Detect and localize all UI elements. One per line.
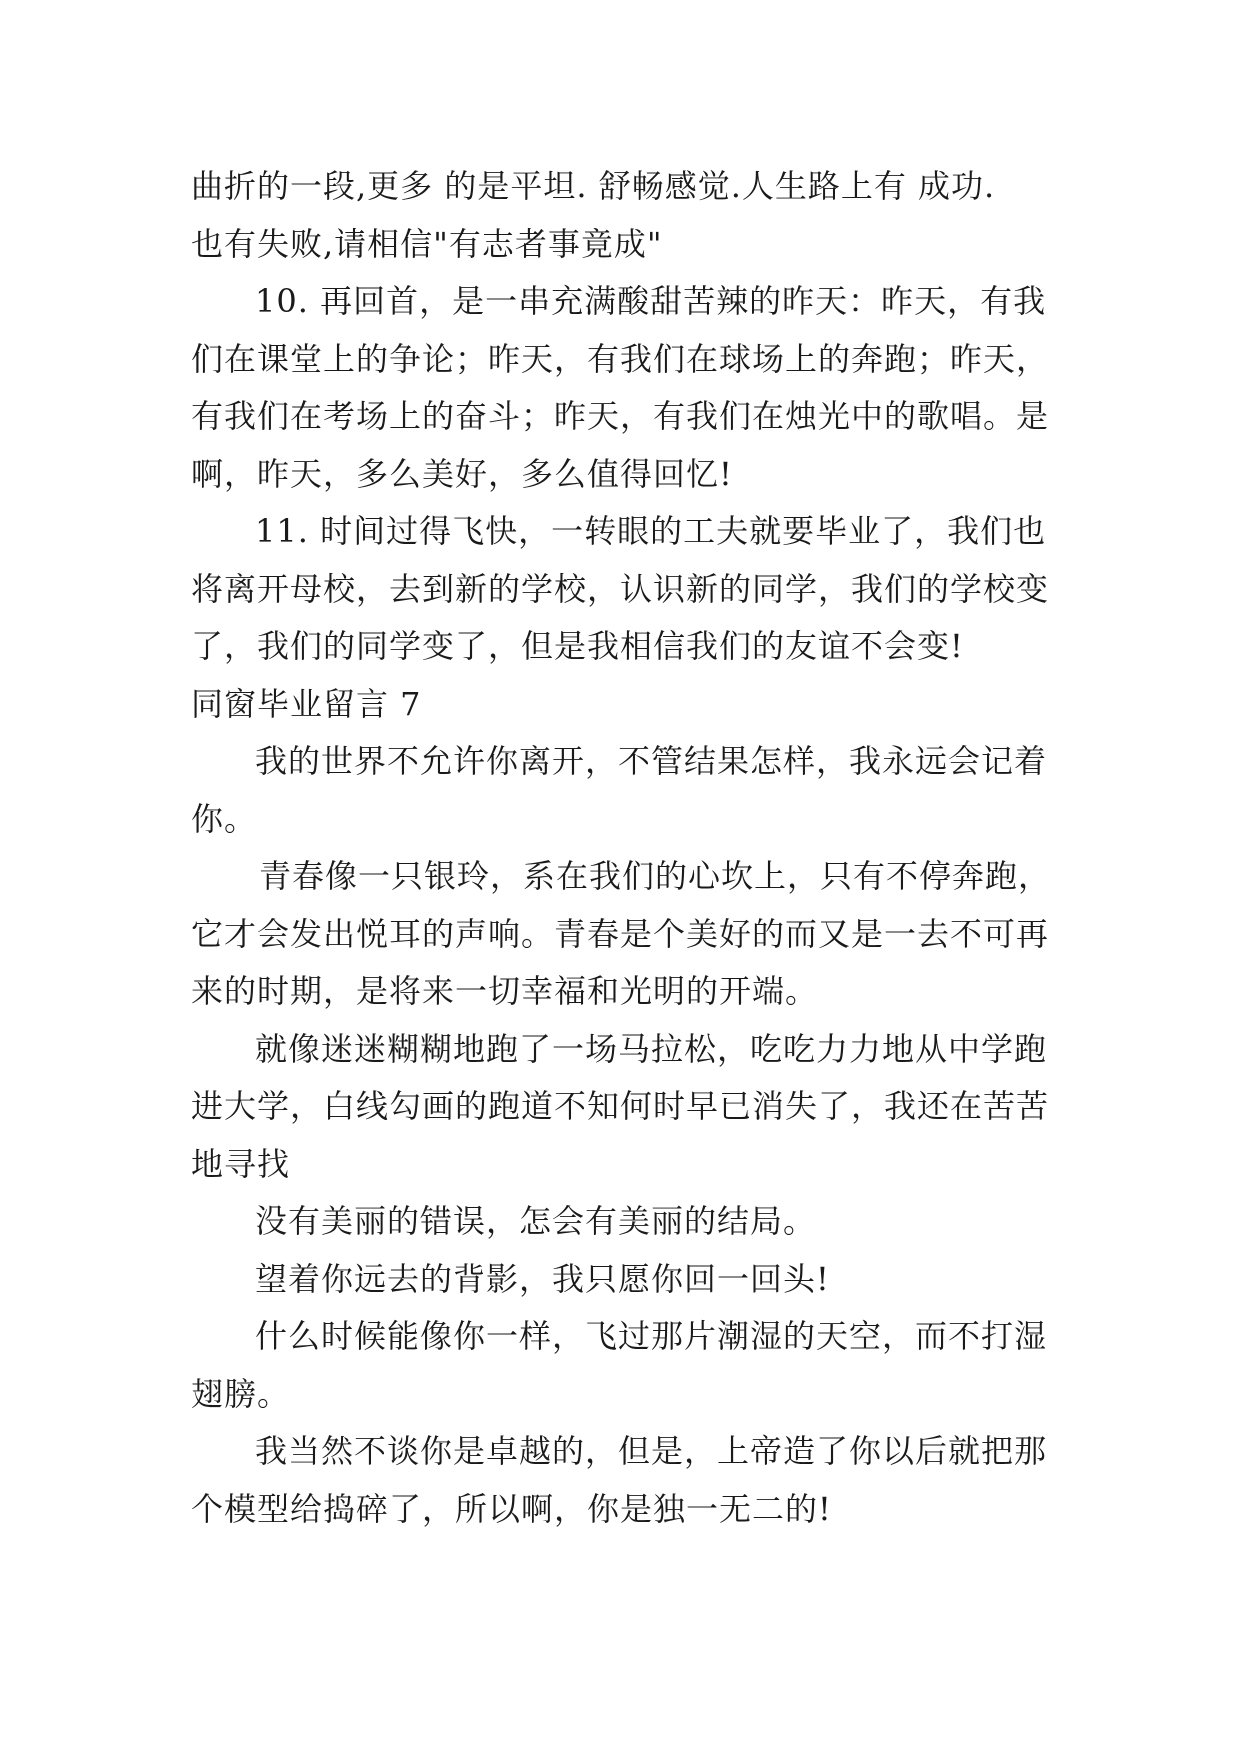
text-line: 了，我们的同学变了，但是我相信我们的友谊不会变! — [191, 627, 964, 665]
text-line: 进大学，白线勾画的跑道不知何时早已消失了，我还在苦苦 — [191, 1087, 1050, 1125]
text-line: 曲折的一段,更多 的是平坦. 舒畅感觉.人生路上有 成功. — [191, 167, 996, 205]
text-line: 有我们在考场上的奋斗；昨天，有我们在烛光中的歌唱。是 — [191, 397, 1050, 435]
paragraph-line: 什么时候能像你一样，飞过那片潮湿的天空，而不打湿 — [255, 1317, 1048, 1355]
text-line: 来的时期，是将来一切幸福和光明的开端。 — [191, 972, 819, 1010]
document-body — [191, 158, 1051, 1538]
paragraph-line: 没有美丽的错误，怎会有美丽的结局。 — [255, 1202, 817, 1240]
text-line: 翅膀。 — [191, 1374, 291, 1413]
paragraph-line: 望着你远去的背影，我只愿你回一回头! — [255, 1259, 830, 1298]
paragraph-line: 我的世界不允许你离开，不管结果怎样，我永远会记着 — [255, 742, 1048, 780]
list-item-11-line: 11. 时间过得飞快，一转眼的工夫就要毕业了，我们也 — [255, 512, 1047, 550]
text-line: 地寻找 — [191, 1144, 291, 1183]
text-line: 将离开母校，去到新的学校，认识新的同学，我们的学校变 — [191, 569, 1050, 608]
text-line: 们在课堂上的争论；昨天，有我们在球场上的奔跑；昨天， — [191, 339, 1050, 378]
list-item-10-line: 10. 再回首，是一串充满酸甜苦辣的昨天：昨天，有我 — [255, 282, 1047, 320]
paragraph-line: 青春像一只银玲，系在我们的心坎上，只有不停奔跑， — [259, 857, 1052, 895]
text-line: 啊，昨天，多么美好，多么值得回忆! — [191, 454, 733, 493]
text-line: 也有失败,请相信"有志者事竟成" — [191, 224, 663, 263]
paragraph-line: 就像迷迷糊糊地跑了一场马拉松，吃吃力力地从中学跑 — [255, 1029, 1048, 1068]
section-heading: 同窗毕业留言 7 — [191, 684, 422, 723]
text-line: 你。 — [191, 799, 258, 838]
text-line: 个模型给捣碎了，所以啊，你是独一无二的! — [191, 1489, 832, 1528]
text-line: 它才会发出悦耳的声响。青春是个美好的而又是一去不可再 — [191, 914, 1050, 953]
paragraph-line: 我当然不谈你是卓越的，但是，上帝造了你以后就把那 — [255, 1432, 1048, 1470]
